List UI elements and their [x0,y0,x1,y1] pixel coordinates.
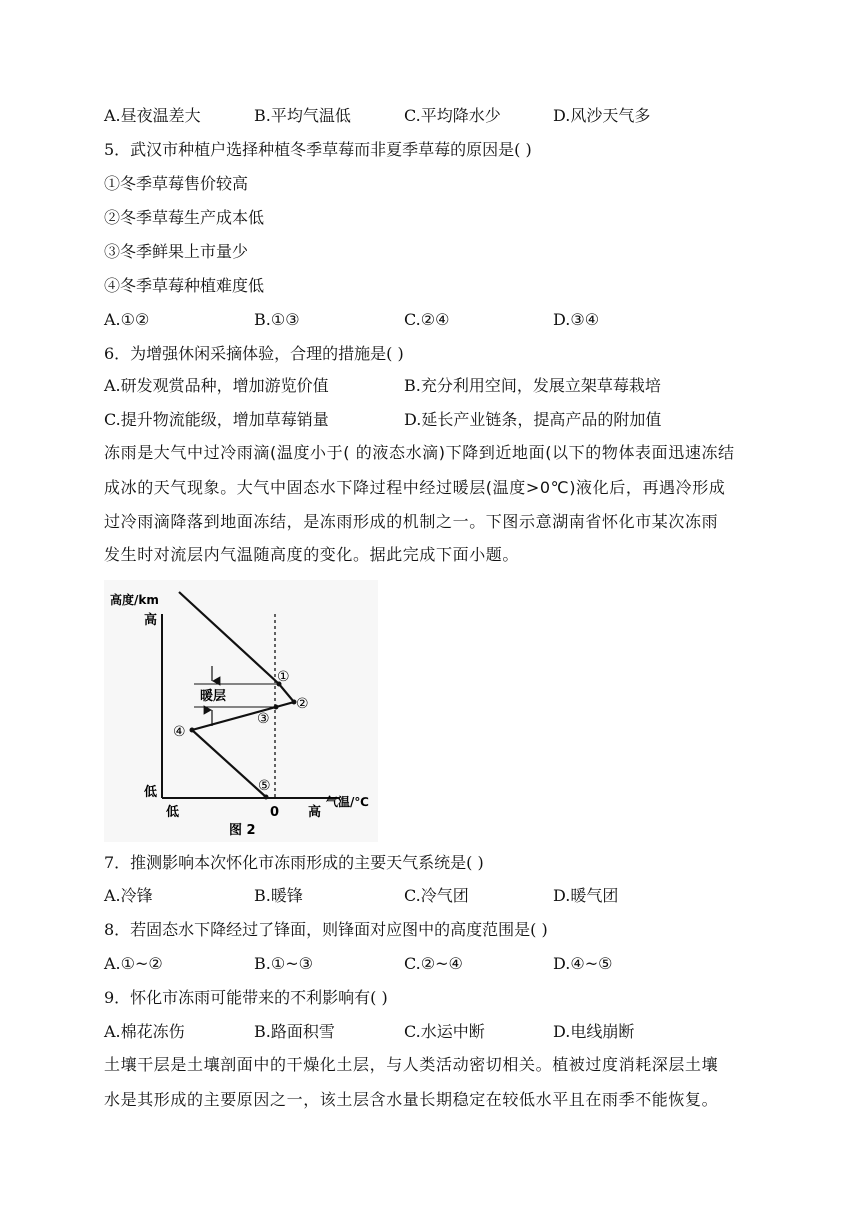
temperature-height-figure [104,580,378,842]
q9-stem: 9．怀化市冻雨可能带来的不利影响有( ) [104,988,388,1007]
q6-option-d[interactable]: D.延长产业链条，提高产品的附加值 [404,410,662,429]
q5-option-b[interactable]: B.①③ [254,310,300,329]
point-4-dot [190,728,195,733]
passage1-line-2: 成冰的天气现象。大气中固态水下降过程中经过暖层(温度>0℃)液化后，再遇冷形成 [104,478,726,497]
figure-caption: 图 2 [229,823,256,838]
x-zero-label: 0 [270,805,280,820]
q9-option-a[interactable]: A.棉花冻伤 [104,1022,185,1041]
q8-stem: 8．若固态水下降经过了锋面，则锋面对应图中的高度范围是( ) [104,920,548,939]
q4-option-d[interactable]: D.风沙天气多 [553,106,651,125]
passage1-line-3: 过冷雨滴降落到地面冻结，是冻雨形成的机制之一。下图示意湖南省怀化市某次冻雨 [104,512,719,531]
q5-option-d[interactable]: D.③④ [553,310,600,329]
y-high-label: 高 [144,613,158,628]
y-axis-label: 高度/km [110,593,159,607]
y-low-label: 低 [144,785,158,800]
q4-option-a[interactable]: A.昼夜温差大 [104,106,201,125]
point-3-dot [274,705,279,710]
passage2-line-1: 土壤干层是土壤剖面中的干燥化土层，与人类活动密切相关。植被过度消耗深层土壤 [104,1055,719,1074]
temperature-profile-line [179,592,294,797]
point-2-label: ② [296,696,309,712]
q6-option-b[interactable]: B.充分利用空间，发展立架草莓栽培 [404,376,661,395]
q5-item-2: ②冬季草莓生产成本低 [104,208,265,227]
q5-stem: 5．武汉市种植户选择种植冬季草莓而非夏季草莓的原因是( ) [104,140,532,159]
point-3-label: ③ [257,711,270,727]
x-low-label: 低 [166,805,180,820]
point-5-dot [264,795,269,800]
point-4-label: ④ [173,724,186,740]
warm-layer-label: 暖层 [200,689,227,704]
point-1-label: ① [277,669,290,685]
q8-option-c[interactable]: C.②~④ [404,954,463,973]
q5-option-c[interactable]: C.②④ [404,310,450,329]
q8-option-d[interactable]: D.④~⑤ [553,954,613,973]
q5-item-4: ④冬季草莓种植难度低 [104,276,265,295]
temperature-height-diagram [104,580,378,842]
q7-option-d[interactable]: D.暖气团 [553,886,619,905]
x-axis-label: 气温/℃ [326,795,369,809]
point-5-label: ⑤ [258,778,271,794]
passage2-line-2: 水是其形成的主要原因之一，该土层含水量长期稳定在较低水平且在雨季不能恢复。 [104,1090,719,1109]
q5-item-1: ①冬季草莓售价较高 [104,174,249,193]
q7-option-a[interactable]: A.冷锋 [104,886,153,905]
q7-option-c[interactable]: C.冷气团 [404,886,469,905]
passage1-line-1: 冻雨是大气中过冷雨滴(温度小于( 的液态水滴)下降到近地面(以下的物体表面迅速冻结 [104,443,735,462]
q8-option-b[interactable]: B.①~③ [254,954,313,973]
q4-option-b[interactable]: B.平均气温低 [254,106,351,125]
passage1-line-4: 发生时对流层内气温随高度的变化。据此完成下面小题。 [104,545,520,564]
q8-option-a[interactable]: A.①~② [104,954,163,973]
q6-option-c[interactable]: C.提升物流能级，增加草莓销量 [104,410,329,429]
x-high-label: 高 [308,805,322,820]
q7-option-b[interactable]: B.暖锋 [254,886,303,905]
q9-option-c[interactable]: C.水运中断 [404,1022,485,1041]
q9-option-d[interactable]: D.电线崩断 [553,1022,635,1041]
q5-item-3: ③冬季鲜果上市量少 [104,242,249,261]
q6-option-a[interactable]: A.研发观赏品种，增加游览价值 [104,376,329,395]
q5-option-a[interactable]: A.①② [104,310,150,329]
q7-stem: 7．推测影响本次怀化市冻雨形成的主要天气系统是( ) [104,853,484,872]
q9-option-b[interactable]: B.路面积雪 [254,1022,335,1041]
q4-option-c[interactable]: C.平均降水少 [404,106,501,125]
q6-stem: 6．为增强休闲采摘体验，合理的措施是( ) [104,344,404,363]
